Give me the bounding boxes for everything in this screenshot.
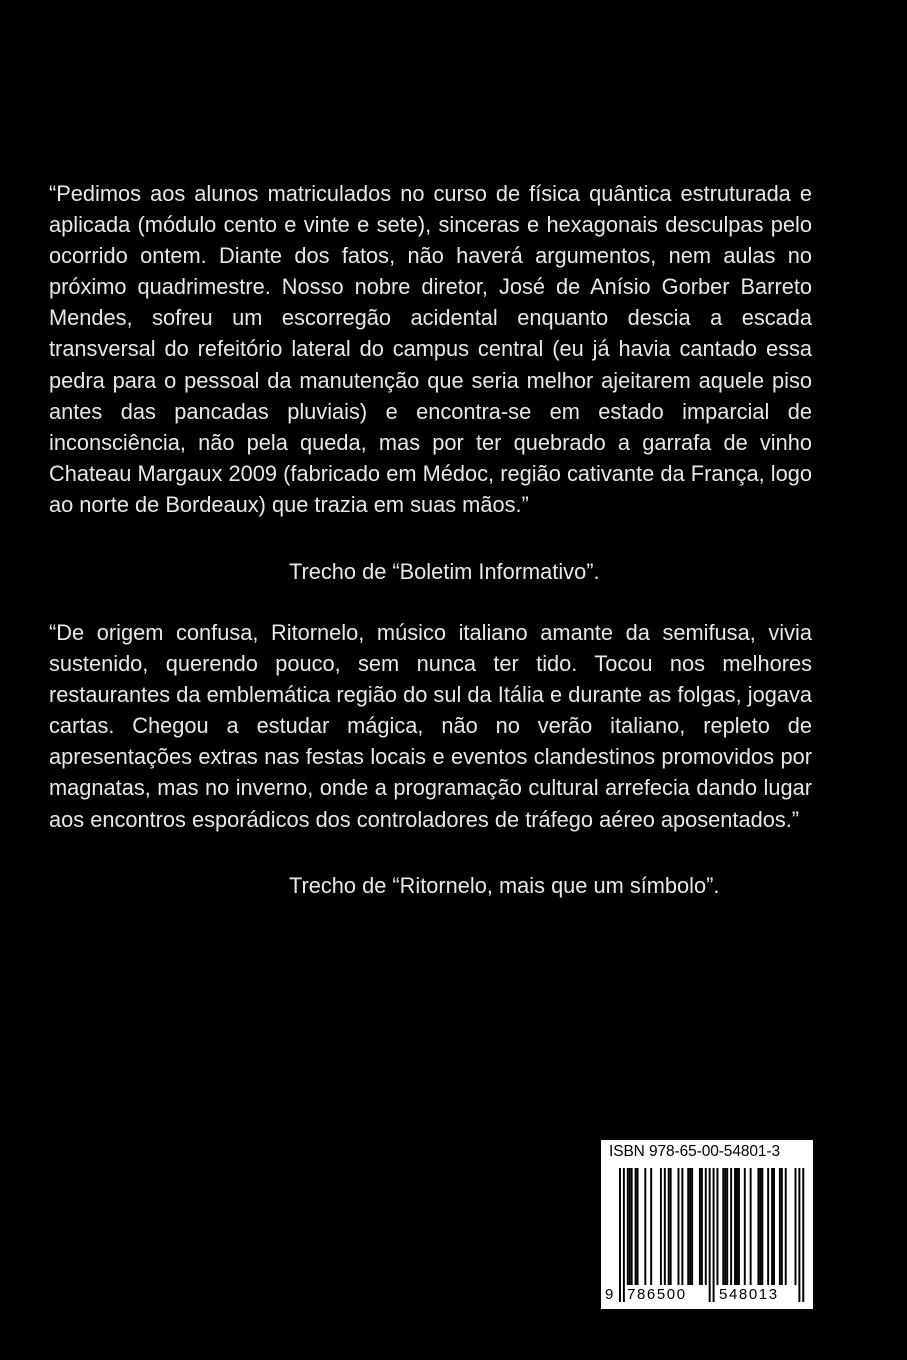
barcode-bar [744, 1168, 746, 1285]
barcode-bar [724, 1168, 726, 1285]
barcode-bar [691, 1168, 693, 1285]
barcode-bar [644, 1168, 646, 1285]
isbn-barcode-block [601, 1140, 813, 1309]
barcode-bar [802, 1168, 804, 1302]
barcode-bar [627, 1168, 629, 1285]
barcode-bar [670, 1168, 672, 1285]
barcode-bar [779, 1168, 781, 1285]
barcode-bar [798, 1168, 800, 1302]
barcode-bar [668, 1168, 670, 1285]
barcode-bar [687, 1168, 689, 1285]
barcode-bar [771, 1168, 773, 1285]
barcode-bar [795, 1168, 797, 1285]
barcode-bar [631, 1168, 633, 1285]
barcode-bar [623, 1168, 625, 1302]
barcode-bar [785, 1168, 787, 1285]
barcode-bar [767, 1168, 769, 1285]
barcode-bar [629, 1168, 631, 1285]
barcode-bar [637, 1168, 639, 1285]
barcode-bar [734, 1168, 736, 1285]
barcode-bar [650, 1168, 652, 1285]
barcode-bar [761, 1168, 763, 1285]
barcode-bar [664, 1168, 666, 1285]
excerpt-1-attribution: Trecho de “Boletim Informativo”. [289, 559, 600, 584]
barcode-bar [722, 1168, 724, 1285]
barcode-bar [681, 1168, 683, 1285]
excerpt-2-text: “De origem confusa, Ritornelo, músico italiano amante da semifusa, vivia sustenido, querendo pouco, sem nunca ter tido. Tocou nos melhores restaurantes da emblemática região do sul da Itália e durante as folgas, jogava cartas. Chegou a estudar mágica, não no verão italiano, repleto de apresentações extras nas festas locais e eventos clandestinos promovidos por magnatas, mas no inverno, onde a programação cultural arrefecia dando lugar aos encontros esporádicos dos controladores de tráfego aéreo aposentados.” [49, 620, 812, 832]
excerpt-1-text: “Pedimos aos alunos matriculados no curso de física quântica estruturada e aplicada (módulo cento e vinte e sete), sinceras e hexagonais desculpas pelo ocorrido ontem. Diante dos fatos, não haverá argumentos, nem aulas no próximo quadrimestre. Nosso nobre diretor, José de Anísio Gorber Barreto Mendes, sofreu um escorregão acidental enquanto descia a escada transversal do refeitório lateral do campus central (eu já havia cantado essa pedra para o pessoal da manutenção que seria melhor ajeitarem aquele piso antes das pancadas pluviais) e encontra-se em estado imparcial de inconsciência, não pela queda, mas por ter quebrado a garrafa de vinho Chateau Margaux 2009 (fabricado em Médoc, região cativante da França, logo ao norte de Bordeaux) que trazia em suas mãos.” [49, 181, 812, 517]
excerpt-1 [49, 178, 812, 520]
barcode-left-digits: 786500 [627, 1286, 687, 1303]
barcode-bar [781, 1168, 783, 1285]
excerpt-2 [49, 617, 812, 835]
barcode-bar [699, 1168, 701, 1285]
barcode-bar [730, 1168, 732, 1285]
barcode-bar [750, 1168, 752, 1285]
barcode-bar [757, 1168, 759, 1285]
isbn-label: ISBN 978-65-00-54801-3 [609, 1143, 780, 1160]
barcode-bar [736, 1168, 738, 1285]
barcode-bar [759, 1168, 761, 1285]
barcode-bar [689, 1168, 691, 1285]
barcode [601, 1140, 813, 1309]
excerpt-2-attribution: Trecho de “Ritornelo, mais que um símbolo”. [289, 873, 720, 898]
barcode-bar [717, 1168, 719, 1285]
barcode-first-digit: 9 [605, 1286, 615, 1303]
barcode-bar [678, 1168, 680, 1285]
barcode-bar [726, 1168, 728, 1285]
barcode-bar [709, 1168, 711, 1302]
barcode-bar [705, 1168, 707, 1285]
barcode-bar [619, 1168, 621, 1302]
barcode-right-digits: 548013 [719, 1286, 779, 1303]
barcode-bar [738, 1168, 740, 1285]
barcode-bar [701, 1168, 703, 1285]
barcode-bar [635, 1168, 637, 1285]
barcode-bar [660, 1168, 662, 1285]
barcode-bar [773, 1168, 775, 1285]
barcode-bar [713, 1168, 715, 1302]
